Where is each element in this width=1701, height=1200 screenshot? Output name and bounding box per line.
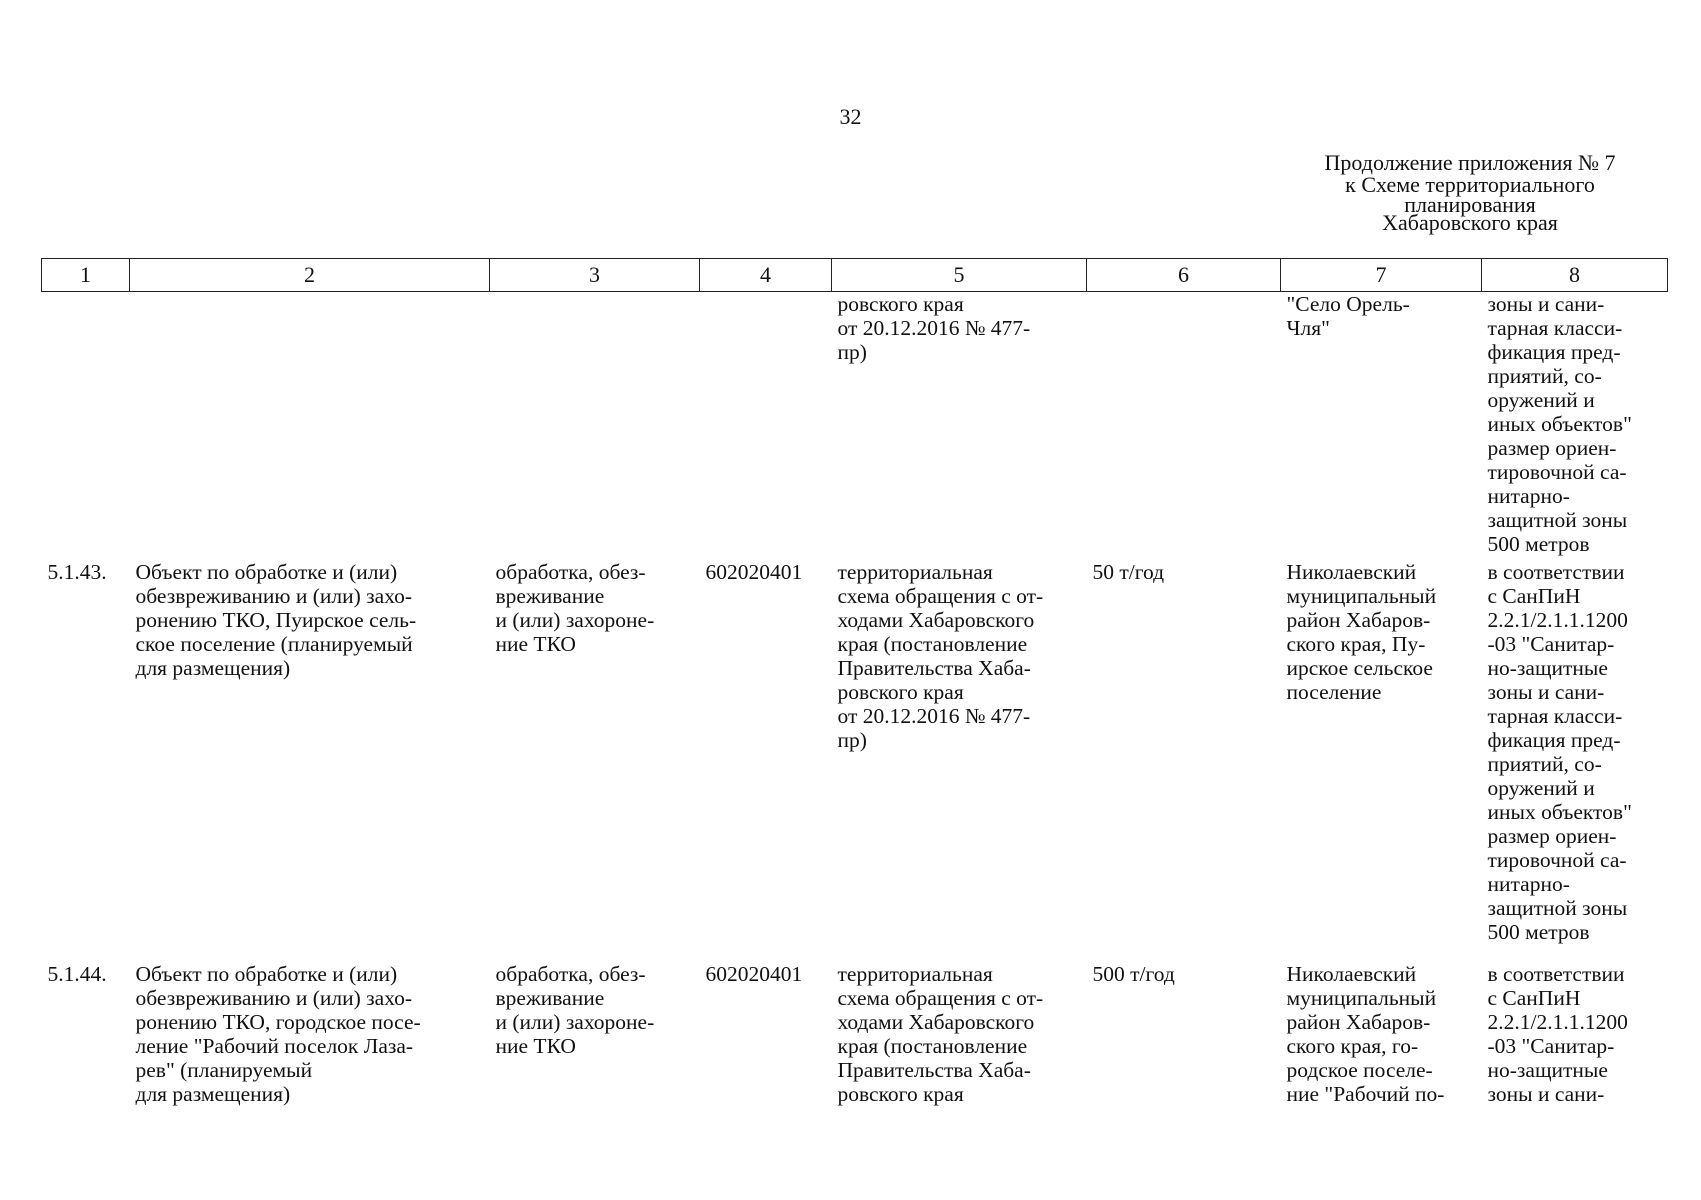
object-zone	[1482, 556, 1668, 958]
cell-line: Правительства Хаба-	[837, 1058, 1031, 1082]
cell-line: для размещения)	[135, 656, 291, 680]
cell-line: ровского края	[837, 1082, 964, 1106]
header-col-2: 2	[130, 259, 490, 292]
cell-line: зоны и сани-	[1487, 292, 1605, 316]
cell-line: рев" (планируемый	[135, 1058, 313, 1082]
object-capacity: 50 т/год	[1092, 560, 1165, 584]
cell-line: края (постановление	[837, 632, 1028, 656]
cell-line: территориальная	[837, 962, 993, 986]
cell-line: и (или) захороне-	[495, 1010, 655, 1034]
cell-line: -03 "Санитар-	[1487, 632, 1615, 656]
cell-line: от 20.12.2016 № 477-	[837, 316, 1031, 340]
cell-line: оружений и	[1487, 776, 1595, 800]
object-purpose	[490, 958, 700, 1106]
cell-line: ровского края	[837, 292, 964, 316]
cell-line: Правительства Хаба-	[837, 656, 1031, 680]
cell-line: зоны и сани-	[1487, 1082, 1605, 1106]
cell-line: в соответствии	[1487, 962, 1625, 986]
cell-line: территориальная	[837, 560, 993, 584]
cell-line: с СанПиН	[1487, 986, 1581, 1010]
header-col-6: 6	[1087, 259, 1281, 292]
cell-line: иных объектов"	[1487, 800, 1632, 824]
object-zone	[1482, 958, 1668, 1106]
cont-cell-2	[130, 292, 490, 557]
cell-line: но-защитные	[1487, 656, 1608, 680]
cell-line: район Хабаров-	[1286, 1010, 1431, 1034]
continuation-row	[42, 292, 1668, 557]
cell-line: ронению ТКО, Пуирское сель-	[135, 608, 417, 632]
cell-line: ронению ТКО, городское посе-	[135, 1010, 421, 1034]
cell-line: тировочной са-	[1487, 460, 1627, 484]
row-number: 5.1.44.	[47, 962, 107, 986]
cell-line: приятий, со-	[1487, 752, 1602, 776]
cell-line: иных объектов"	[1487, 412, 1632, 436]
cell-line: обработка, обез-	[495, 560, 646, 584]
cell-line: "Село Орель-	[1286, 292, 1410, 316]
object-name	[130, 958, 490, 1106]
appendix-note-line-1: Продолжение приложения № 7	[1324, 150, 1616, 175]
cont-cell-6	[1087, 292, 1281, 557]
cell-line: ского края, го-	[1286, 1034, 1419, 1058]
cell-line: Объект по обработке и (или)	[135, 962, 398, 986]
object-location	[1281, 958, 1482, 1106]
cell-line: ское поселение (планируемый	[135, 632, 413, 656]
cell-line: приятий, со-	[1487, 364, 1602, 388]
cell-line: тарная класси-	[1487, 316, 1623, 340]
cell-line: вреживание	[495, 584, 605, 608]
cell-line: родское поселе-	[1286, 1058, 1433, 1082]
object-code: 602020401	[705, 962, 803, 986]
object-purpose	[490, 556, 700, 958]
header-row	[42, 259, 1668, 292]
cell-line: обезвреживанию и (или) захо-	[135, 986, 413, 1010]
cell-line: район Хабаров-	[1286, 608, 1431, 632]
header-col-1: 1	[42, 259, 130, 292]
appendix-note-line-3: планирования	[1404, 192, 1536, 217]
table-row	[42, 556, 1668, 958]
cell-line: -03 "Санитар-	[1487, 1034, 1615, 1058]
cont-cell-4	[700, 292, 832, 557]
cell-line: ние "Рабочий по-	[1286, 1082, 1445, 1106]
object-basis	[832, 556, 1087, 958]
cell-line: защитной зоны	[1487, 896, 1628, 920]
row-number: 5.1.43.	[47, 560, 107, 584]
cont-cell-5	[832, 292, 1087, 557]
cell-line: оружений и	[1487, 388, 1595, 412]
objects-table	[41, 258, 1668, 1106]
cell-line: края (постановление	[837, 1034, 1028, 1058]
object-name	[130, 556, 490, 958]
cont-cell-1	[42, 292, 130, 557]
cell-line: но-защитные	[1487, 1058, 1608, 1082]
cell-line: ходами Хабаровского	[837, 608, 1035, 632]
cell-line: муниципальный	[1286, 986, 1437, 1010]
object-basis	[832, 958, 1087, 1106]
cell-line: обезвреживанию и (или) захо-	[135, 584, 413, 608]
page-number: 32	[839, 104, 862, 129]
cell-line: 500 метров	[1487, 532, 1590, 556]
cell-line: тировочной са-	[1487, 848, 1627, 872]
header-col-8: 8	[1482, 259, 1668, 292]
object-capacity: 500 т/год	[1092, 962, 1175, 986]
cont-cell-7	[1281, 292, 1482, 557]
object-code: 602020401	[705, 560, 803, 584]
appendix-note-line-4: Хабаровского края	[1382, 210, 1558, 235]
cell-line: ирское сельское	[1286, 656, 1433, 680]
cell-line: ходами Хабаровского	[837, 1010, 1035, 1034]
header-col-5: 5	[832, 259, 1087, 292]
cell-line: нитарно-	[1487, 484, 1570, 508]
table-row	[42, 958, 1668, 1106]
cell-line: 500 метров	[1487, 920, 1590, 944]
cell-line: пр)	[837, 728, 867, 752]
cell-line: ровского края	[837, 680, 964, 704]
cell-line: ление "Рабочий поселок Лаза-	[135, 1034, 414, 1058]
cell-line: Николаевский	[1286, 962, 1417, 986]
cont-cell-3	[490, 292, 700, 557]
cont-cell-8	[1482, 292, 1668, 557]
cell-line: от 20.12.2016 № 477-	[837, 704, 1031, 728]
cell-line: муниципальный	[1286, 584, 1437, 608]
appendix-note-line-2: к Схеме территориального	[1345, 172, 1595, 197]
appendix-note	[1300, 150, 1640, 235]
cell-line: размер ориен-	[1487, 824, 1617, 848]
cell-line: обработка, обез-	[495, 962, 646, 986]
cell-line: схема обращения с от-	[837, 986, 1044, 1010]
cell-line: ского края, Пу-	[1286, 632, 1426, 656]
cell-line: зоны и сани-	[1487, 680, 1605, 704]
cell-line: ние ТКО	[495, 632, 576, 656]
cell-line: Чля"	[1286, 316, 1330, 340]
cell-line: и (или) захороне-	[495, 608, 655, 632]
header-col-3: 3	[490, 259, 700, 292]
cell-line: размер ориен-	[1487, 436, 1617, 460]
cell-line: нитарно-	[1487, 872, 1570, 896]
cell-line: защитной зоны	[1487, 508, 1628, 532]
cell-line: тарная класси-	[1487, 704, 1623, 728]
cell-line: поселение	[1286, 680, 1382, 704]
cell-line: с СанПиН	[1487, 584, 1581, 608]
header-col-4: 4	[700, 259, 832, 292]
cell-line: фикация пред-	[1487, 340, 1621, 364]
cell-line: 2.2.1/2.1.1.1200	[1487, 608, 1628, 632]
cell-line: Объект по обработке и (или)	[135, 560, 398, 584]
cell-line: для размещения)	[135, 1082, 291, 1106]
cell-line: вреживание	[495, 986, 605, 1010]
cell-line: пр)	[837, 340, 867, 364]
cell-line: в соответствии	[1487, 560, 1625, 584]
cell-line: схема обращения с от-	[837, 584, 1044, 608]
object-location	[1281, 556, 1482, 958]
cell-line: ние ТКО	[495, 1034, 576, 1058]
cell-line: фикация пред-	[1487, 728, 1621, 752]
cell-line: 2.2.1/2.1.1.1200	[1487, 1010, 1628, 1034]
cell-line: Николаевский	[1286, 560, 1417, 584]
header-col-7: 7	[1281, 259, 1482, 292]
